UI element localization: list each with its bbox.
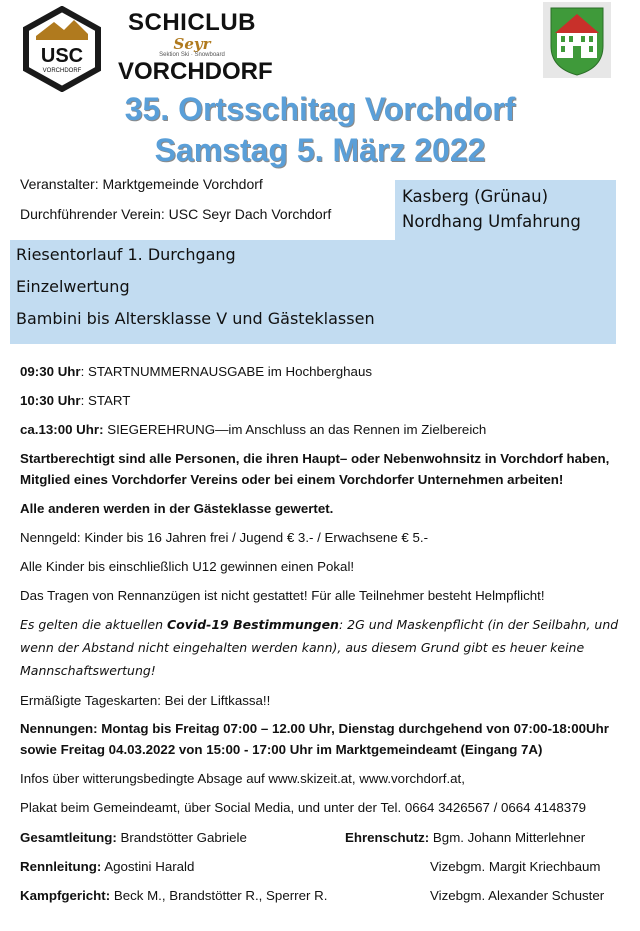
club-name [118, 9, 273, 85]
club-small-text: Sektion Ski · Snowboard [159, 52, 225, 58]
club-name-line1: SCHICLUB [128, 9, 256, 36]
info-line1: Infos über witterungsbedingte Absage auf www.skizeit.at, www.vorchdorf.at, [20, 771, 465, 786]
schedule-text: SIEGEREHRUNG—im Anschluss an das Rennen im Zielbereich [103, 422, 487, 437]
honorary-patron: Ehrenschutz: Bgm. Johann Mitterlehner [345, 830, 586, 845]
organizing-club: Durchführender Verein: USC Seyr Dach Vorchdorf [20, 206, 332, 222]
schedule-time: ca.13:00 Uhr: [20, 422, 104, 437]
municipality-crest [543, 2, 611, 78]
covid-line1: Es gelten die aktuellen Covid-19 Bestimmungen: 2G und Maskenpflicht (in der Seilbahn, und [20, 617, 619, 632]
vice-mayor-1: Vizebgm. Margit Kriechbaum [430, 859, 601, 874]
covid-rules: Covid-19 Bestimmungen [167, 617, 339, 632]
event-title: 35. Ortsschitag Vorchdorf [124, 91, 516, 127]
schedule-text: : START [80, 393, 131, 408]
entries-line1: Nennungen: Montag bis Freitag 07:00 – 12.00 Uhr, Dienstag durchgehend von 07:00-18:00Uhr [20, 721, 609, 736]
race-info-box [10, 240, 616, 344]
usc-logo [22, 6, 102, 92]
schedule-item [20, 393, 130, 408]
schedule-time: 10:30 Uhr [20, 393, 81, 408]
jury: Kampfgericht: Beck M., Brandstötter R., Sperrer R. [20, 888, 328, 903]
location-line1: Kasberg (Grünau) [402, 187, 549, 206]
race-management: Rennleitung: Agostini Harald [20, 859, 195, 874]
race-classes: Bambini bis Altersklasse V und Gästeklassen [16, 309, 375, 328]
location-box [395, 180, 616, 240]
race-type: Riesentorlauf 1. Durchgang [16, 245, 236, 264]
vice-mayor-2: Vizebgm. Alexander Schuster [430, 888, 605, 903]
trophy-note: Alle Kinder bis einschließlich U12 gewinnen einen Pokal! [20, 559, 355, 574]
logo-subtext: VORCHDORF [42, 68, 82, 74]
entries-label: Nennungen [20, 721, 94, 736]
club-script: Seyr [173, 35, 211, 53]
guest-class-note: Alle anderen werden in der Gästeklasse gewertet. [20, 501, 334, 516]
overall-management: Gesamtleitung: Brandstötter Gabriele [20, 830, 247, 845]
location-line2: Nordhang Umfahrung [402, 212, 581, 231]
organizer: Veranstalter: Marktgemeinde Vorchdorf [20, 176, 263, 192]
club-name-line3: VORCHDORF [118, 58, 273, 85]
eligibility-line1: Startberechtigt sind alle Personen, die ihren Haupt– oder Nebenwohnsitz in Vorchdorf haben, [20, 451, 610, 466]
covid-line3: Mannschaftswertung! [20, 663, 156, 678]
covid-line2: wenn der Abstand nicht eingehalten werden kann), aus diesem Grund gibt es heuer keine [20, 640, 585, 655]
eligibility-line2: Mitglied eines Vorchdorfer Vereins oder bei einem Vorchdorfer Unternehmen arbeiten! [20, 472, 564, 487]
schedule-item [20, 364, 372, 379]
entries-line2: sowie Freitag 04.03.2022 von 15:00 - 17:00 Uhr im Marktgemeindeamt (Eingang 7A) [20, 742, 543, 757]
entry-fee: Nenngeld: Kinder bis 16 Jahren frei / Jugend € 3.- / Erwachsene € 5.- [20, 530, 429, 545]
schedule-text: : STARTNUMMERNAUSGABE im Hochberghaus [80, 364, 372, 379]
schedule-time: 09:30 Uhr [20, 364, 81, 379]
schedule-item [20, 422, 486, 437]
logo-text: USC [40, 45, 84, 67]
ticket-note: Ermäßigte Tageskarten: Bei der Liftkassa!! [20, 693, 271, 708]
event-date: Samstag 5. März 2022 [154, 132, 486, 168]
race-scoring: Einzelwertung [16, 277, 130, 296]
helmet-rule: Das Tragen von Rennanzügen ist nicht gestattet! Für alle Teilnehmer besteht Helmpflicht! [20, 588, 545, 603]
info-line2: Plakat beim Gemeindeamt, über Social Media, und unter der Tel. 0664 3426567 / 0664 4148379 [20, 800, 586, 815]
